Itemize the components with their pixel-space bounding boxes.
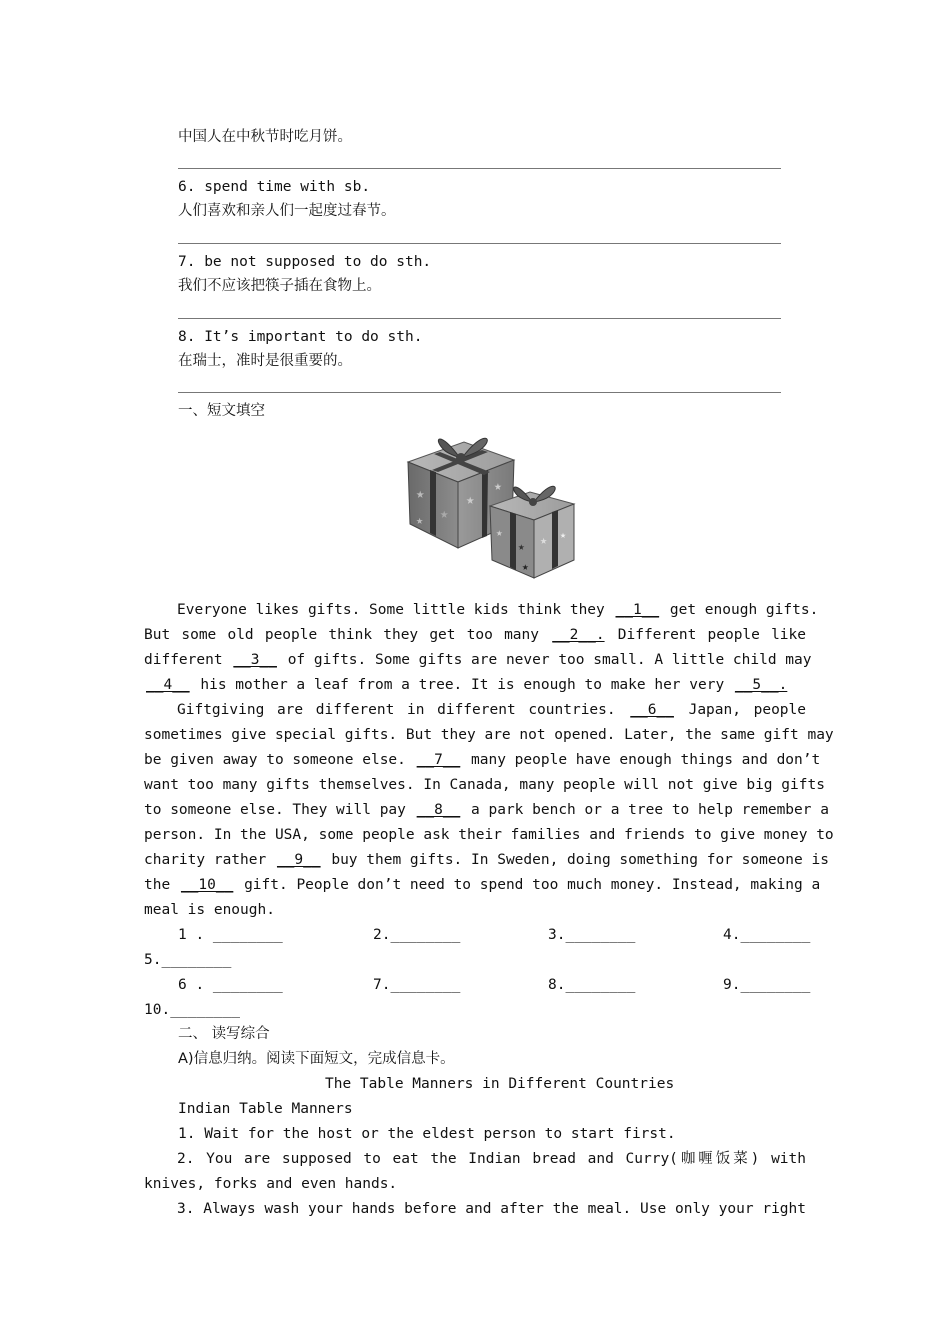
passage-text: charity rather	[144, 852, 267, 868]
answer-slot-3[interactable]: 3.________	[548, 927, 636, 943]
svg-text:★: ★	[522, 560, 529, 573]
passage-text: Different people like	[617, 627, 806, 643]
svg-text:★: ★	[540, 533, 548, 547]
answer-slot-5[interactable]: 5.________	[144, 952, 232, 968]
blank-7[interactable]: __7__	[416, 752, 461, 768]
answer-slot-8[interactable]: 8.________	[548, 977, 636, 993]
article-line: 2. You are supposed to eat the Indian bread and Curry(咖喱饭菜) with	[177, 1151, 806, 1167]
passage-line	[144, 725, 834, 745]
passage-text: sometimes give special gifts. But they are not opened. Later, the same gift may	[144, 727, 834, 743]
passage-text: to someone else. They will pay	[144, 802, 406, 818]
answer-line[interactable]	[178, 243, 781, 244]
answer-slot-6[interactable]: 6 . ________	[178, 977, 283, 993]
passage-text: person. In the USA, some people ask their families and friends to give money to	[144, 827, 834, 843]
svg-text:★: ★	[416, 486, 425, 502]
item-chinese: 在瑞士，准时是很重要的。	[178, 353, 352, 369]
blank-2[interactable]: __2__.	[552, 627, 605, 643]
item-chinese: 我们不应该把筷子插在食物上。	[178, 278, 381, 294]
passage-text: gift. People don’t need to spend too much money. Instead, making a	[244, 877, 821, 893]
blank-8[interactable]: __8__	[416, 802, 461, 818]
passage-line	[144, 850, 829, 870]
passage-line	[144, 775, 825, 795]
passage-text: a park bench or a tree to help remember a	[471, 802, 829, 818]
item-phrase: 8. It’s important to do sth.	[178, 329, 423, 345]
svg-text:★: ★	[466, 492, 475, 508]
gift-boxes-image	[404, 420, 579, 582]
item-phrase: 7. be not supposed to do sth.	[178, 254, 432, 270]
section-title: 一、短文填空	[178, 403, 265, 419]
passage-text: the	[144, 877, 171, 893]
passage-line	[144, 875, 821, 895]
passage-text: his mother a leaf from a tree. It is enough to make her very	[200, 677, 725, 693]
passage-line	[144, 650, 812, 670]
answer-line[interactable]	[178, 318, 781, 319]
passage-text: Everyone likes gifts. Some little kids think they	[177, 602, 605, 618]
svg-text:★: ★	[416, 513, 424, 527]
section-title: 二、 读写综合	[178, 1026, 270, 1042]
article-line: 1. Wait for the host or the eldest person to start first.	[178, 1126, 676, 1142]
answer-slot-9[interactable]: 9.________	[723, 977, 811, 993]
passage-line	[144, 800, 829, 820]
blank-9[interactable]: __9__	[276, 852, 321, 868]
passage-line	[144, 825, 834, 845]
passage-text: different	[144, 652, 223, 668]
passage-text: be given away to someone else.	[144, 752, 406, 768]
article-line: knives, forks and even hands.	[144, 1176, 398, 1192]
article-line: 3. Always wash your hands before and after the meal. Use only your right	[177, 1201, 806, 1217]
passage-line	[144, 625, 806, 645]
passage-line	[144, 700, 806, 720]
svg-text:★: ★	[560, 530, 567, 541]
blank-5[interactable]: __5__.	[734, 677, 788, 693]
passage-text: But some old people think they get too many	[144, 627, 539, 643]
passage-text: want too many gifts themselves. In Canada, many people will not give big gifts	[144, 777, 825, 793]
blank-6[interactable]: __6__	[630, 702, 674, 718]
answer-line[interactable]	[178, 168, 781, 169]
svg-text:★: ★	[496, 526, 503, 539]
passage-text: Giftgiving are different in different countries.	[177, 702, 616, 718]
answer-slot-1[interactable]: 1 . ________	[178, 927, 283, 943]
passage-line	[144, 675, 788, 695]
blank-1[interactable]: __1__	[615, 602, 660, 618]
passage-text: Japan, people	[688, 702, 806, 718]
answer-slot-7[interactable]: 7.________	[373, 977, 461, 993]
item-chinese: 人们喜欢和亲人们一起度过春节。	[178, 203, 396, 219]
passage-text: many people have enough things and don’t	[471, 752, 821, 768]
passage-text: of gifts. Some gifts are never too small. A little child may	[287, 652, 812, 668]
answer-line[interactable]	[178, 392, 781, 393]
passage-line: meal is enough.	[144, 902, 275, 918]
item-phrase: 6. spend time with sb.	[178, 179, 371, 195]
passage-line	[144, 750, 821, 770]
svg-text:★: ★	[518, 540, 525, 553]
answer-slot-2[interactable]: 2.________	[373, 927, 461, 943]
answer-slot-4[interactable]: 4.________	[723, 927, 811, 943]
passage-line	[144, 600, 819, 620]
answer-slot-10[interactable]: 10.________	[144, 1002, 241, 1018]
blank-10[interactable]: __10__	[180, 877, 234, 893]
svg-text:★: ★	[494, 479, 502, 494]
svg-text:★: ★	[440, 506, 449, 522]
blank-4[interactable]: __4__	[146, 677, 190, 693]
article-title: The Table Manners in Different Countries	[325, 1076, 675, 1092]
passage-text: get enough gifts.	[669, 602, 819, 618]
article-subtitle: Indian Table Manners	[178, 1101, 353, 1117]
section-instructions: A)信息归纳。阅读下面短文，完成信息卡。	[178, 1051, 455, 1067]
passage-text: buy them gifts. In Sweden, doing something for someone is	[331, 852, 829, 868]
blank-3[interactable]: __3__	[233, 652, 277, 668]
sentence-chinese: 中国人在中秋节时吃月饼。	[178, 129, 352, 145]
